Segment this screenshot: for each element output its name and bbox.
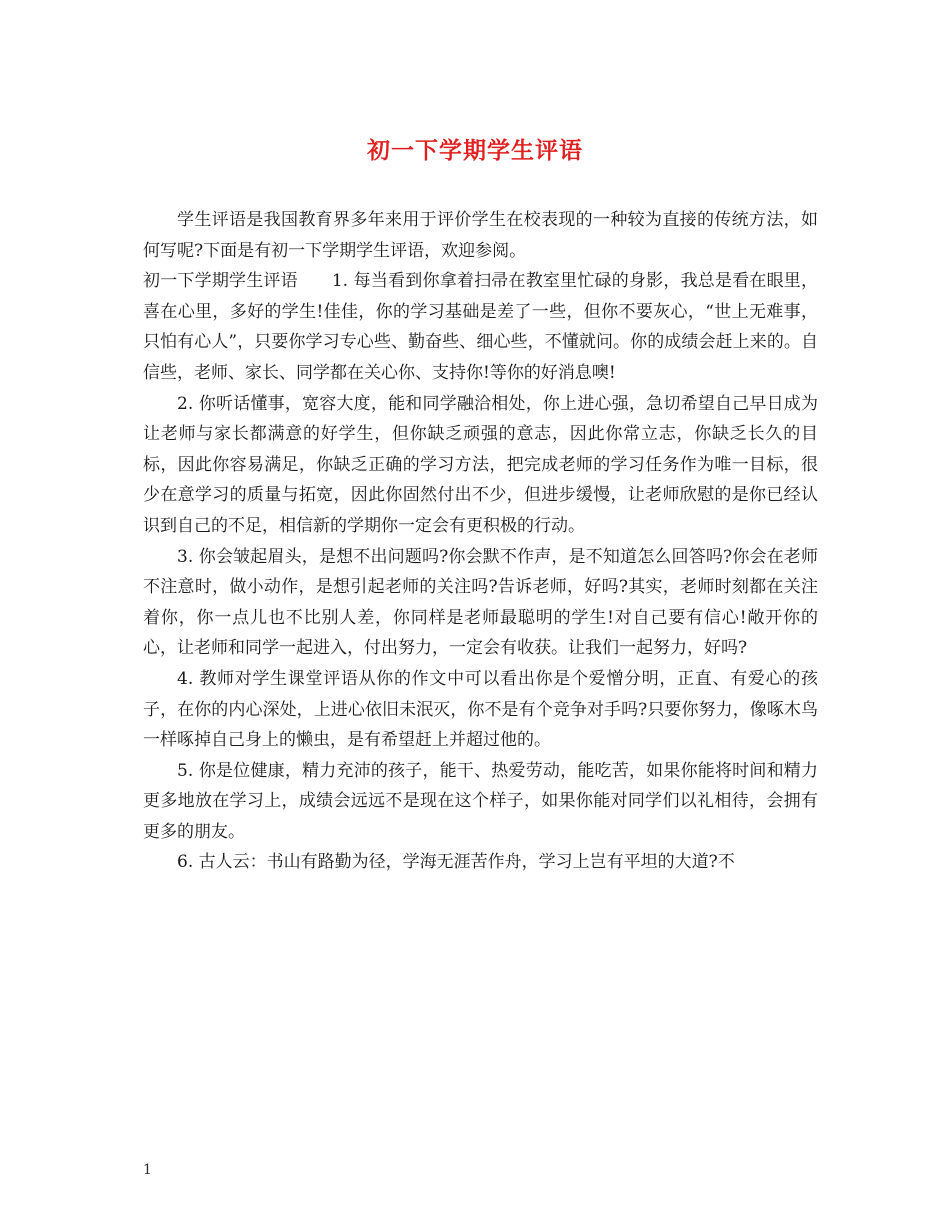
item-1-text: 1. 每当看到你拿着扫帚在教室里忙碌的身影，我总是看在眼里，喜在心里，多好的学生!佳佳，你的学习基础是差了一些，但你不要灰心，“世上无难事，只怕有心人”，只要你学习专心些、勤奋些、细心些，不懂就问。你的成绩会赶上来的。自信些，老师、家长、同学都在关心你、支持你!等你的好消息噢! xyxy=(143,271,818,383)
item-2-paragraph: 2. 你听话懂事，宽容大度，能和同学融洽相处，你上进心强，急切希望自己早日成为让老师与家长都满意的好学生，但你缺乏顽强的意志，因此你常立志，你缺乏长久的目标，因此你容易满足，你缺乏正确的学习方法，把完成老师的学习任务作为唯一目标，很少在意学习的质量与拓宽，因此你固然付出不少，但进步缓慢，让老师欣慰的是你已经认识到自己的不足，相信新的学期你一定会有更积极的行动。 xyxy=(143,393,818,536)
document-title: 初一下学期学生评语 xyxy=(367,137,583,164)
item-3-paragraph: 3. 你会皱起眉头，是想不出问题吗?你会默不作声，是不知道怎么回答吗?你会在老师不注意时，做小动作，是想引起老师的关注吗?告诉老师，好吗?其实，老师时刻都在关注着你，你一点儿也不比别人差，你同样是老师最聪明的学生!对自己要有信心!敞开你的心，让老师和同学一起进入，付出努力，一定会有收获。让我们一起努力，好吗? xyxy=(143,546,818,659)
document-body xyxy=(143,205,818,878)
section-heading: 初一下学期学生评语 xyxy=(143,271,298,292)
intro-paragraph: 学生评语是我国教育界多年来用于评价学生在校表现的一种较为直接的传统方法，如何写呢?下面是有初一下学期学生评语，欢迎参阅。 xyxy=(143,210,818,261)
item-5-paragraph: 5. 你是位健康，精力充沛的孩子，能干、热爱劳动，能吃苦，如果你能将时间和精力更多地放在学习上，成绩会远远不是现在这个样子，如果你能对同学们以礼相待，会拥有更多的朋友。 xyxy=(143,760,818,842)
page-number: 1 xyxy=(143,1162,152,1178)
item-6-paragraph: 6. 古人云：书山有路勤为径，学海无涯苦作舟，学习上岂有平坦的大道?不 xyxy=(177,852,735,873)
item-4-paragraph: 4. 教师对学生课堂评语从你的作文中可以看出你是个爱憎分明，正直、有爱心的孩子，在你的内心深处，上进心依旧未泯灭，你不是有个竞争对手吗?只要你努力，像啄木鸟一样啄掉自己身上的懒虫，是有希望赶上并超过他的。 xyxy=(143,668,818,751)
item-1-paragraph xyxy=(143,266,818,388)
